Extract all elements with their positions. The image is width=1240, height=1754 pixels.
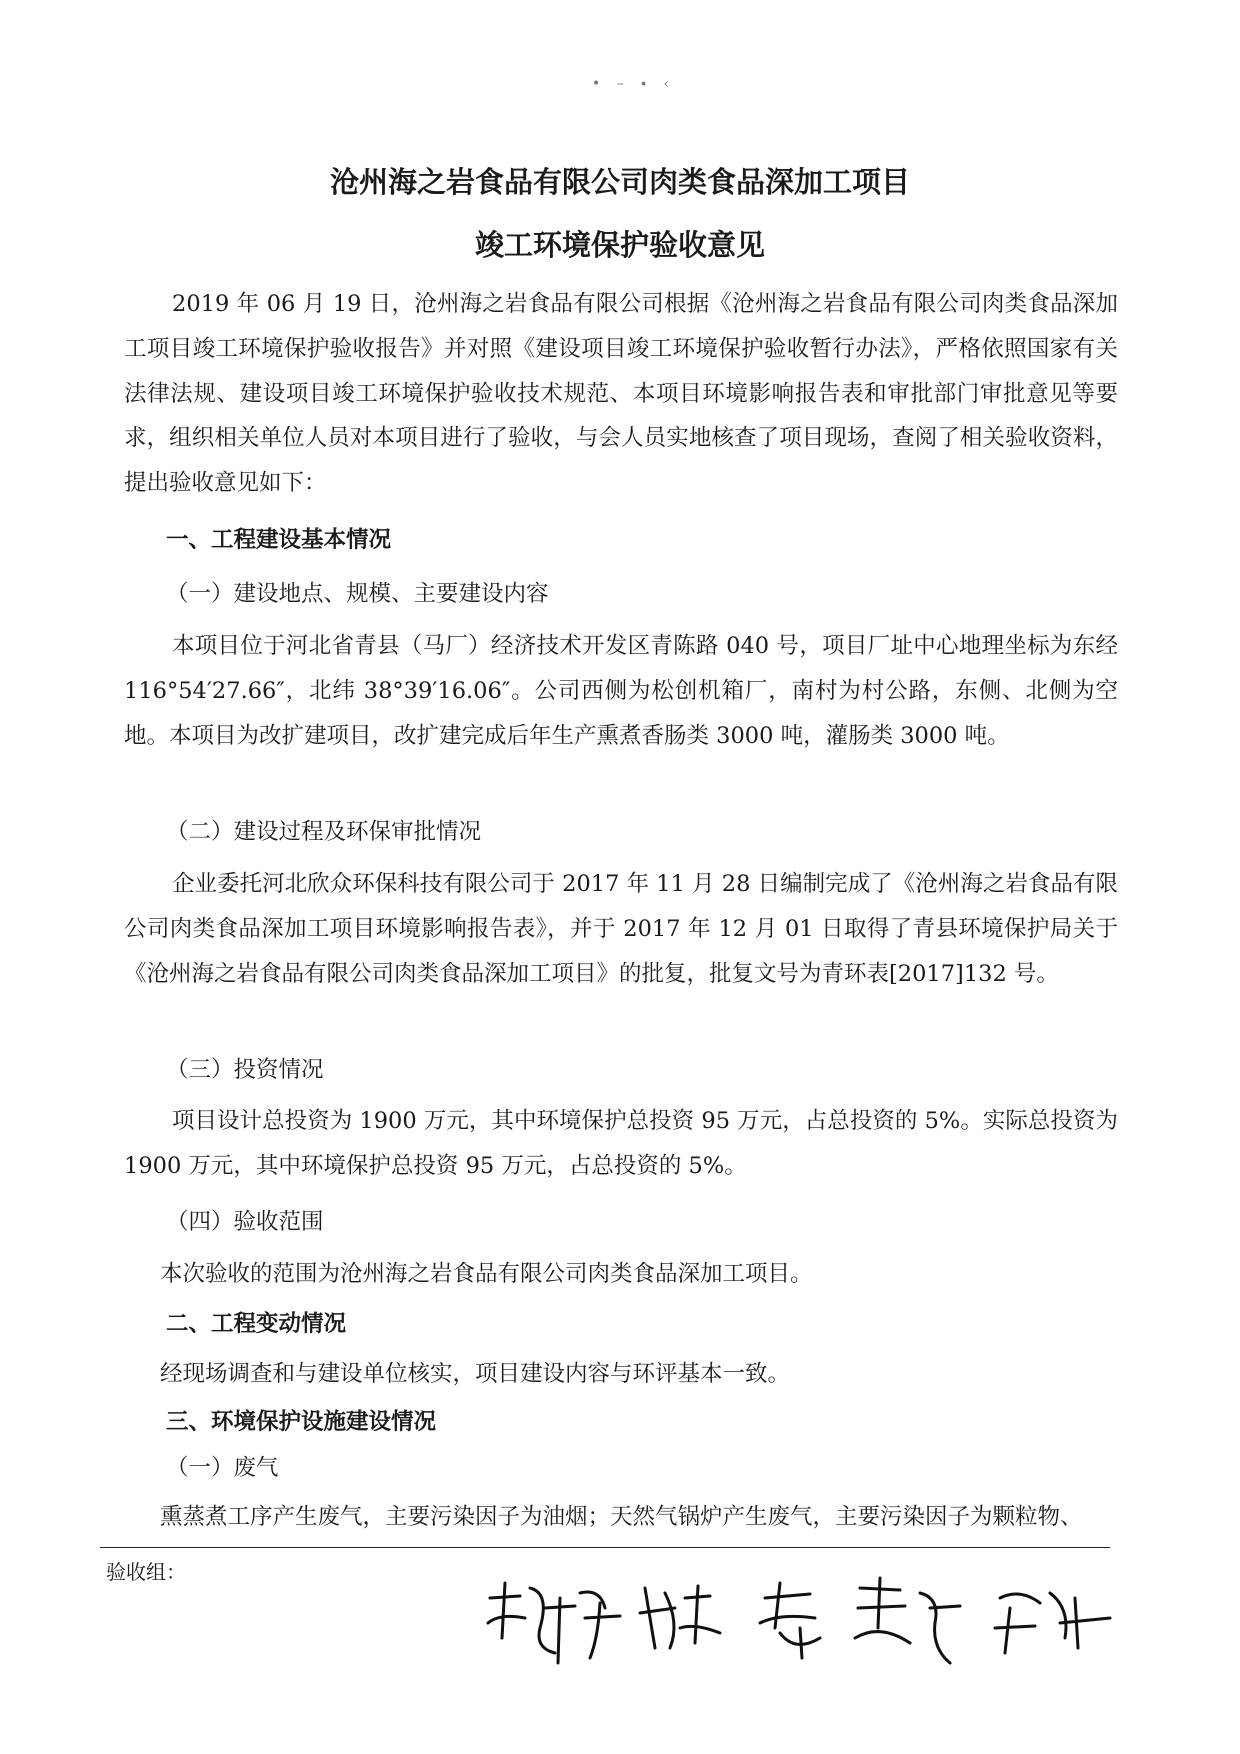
document-title-line2: 竣工环境保护验收意见 [474, 228, 765, 262]
section1-sub2-text: 企业委托河北欣众环保科技有限公司于 2017 年 11 月 28 日编制完成了《沧州海之岩食品有限公司肉类食品深加工项目环境影响报告表》，并于 2017 年 12 月 01 日取得了青县环境保护局关于《沧州海之岩食品有限公司肉类食品深加工项目》的批复，批复文号为青环表[2017]132 号。 [124, 871, 1118, 987]
section1-sub1-text: 本项目位于河北省青县（马厂）经济技术开发区青陈路 040 号，项目厂址中心地理坐标为东经 116°54′27.66″，北纬 38°39′16.06″。公司西侧为松创机箱厂，南村为村公路，东侧、北侧为空地。本项目为改扩建项目，改扩建完成后年生产熏煮香肠类 3000 吨，灌肠类 3000 吨。 [124, 633, 1118, 749]
section1-sub4-heading: （四）验收范围 [166, 1209, 324, 1235]
section1-sub3-heading: （三）投资情况 [166, 1057, 324, 1083]
section1-sub1-heading: （一）建设地点、规模、主要建设内容 [166, 581, 549, 607]
section3-sub1-text: 熏蒸煮工序产生废气，主要污染因子为油烟；天然气锅炉产生废气，主要污染因子为颗粒物、 [160, 1504, 1083, 1530]
section2-heading: 二、工程变动情况 [166, 1311, 347, 1337]
inspection-group-label: 验收组： [106, 1560, 186, 1584]
section1-heading: 一、工程建设基本情况 [166, 527, 392, 553]
section3-heading: 三、环境保护设施建设情况 [166, 1409, 437, 1435]
section2-text: 经现场调查和与建设单位核实，项目建设内容与环评基本一致。 [160, 1361, 791, 1387]
document-title-line1: 沧州海之岩食品有限公司肉类食品深加工项目 [329, 165, 910, 199]
section3-sub1-heading: （一）废气 [166, 1455, 279, 1481]
section1-sub4-text: 本次验收的范围为沧州海之岩食品有限公司肉类食品深加工项目。 [160, 1261, 813, 1287]
handwritten-signatures [480, 1568, 1120, 1678]
footer-divider [100, 1547, 1110, 1548]
section1-sub3-text: 项目设计总投资为 1900 万元，其中环境保护总投资 95 万元，占总投资的 5%。实际总投资为 1900 万元，其中环境保护总投资 95 万元，占总投资的 5%。 [124, 1108, 1118, 1179]
scan-mark: • – ∙ ‹ [592, 76, 676, 92]
section1-sub2-heading: （二）建设过程及环保审批情况 [166, 819, 482, 845]
intro-paragraph: 2019 年 06 月 19 日，沧州海之岩食品有限公司根据《沧州海之岩食品有限公司肉类食品深加工项目竣工环境保护验收报告》并对照《建设项目竣工环境保护验收暂行办法》，严格依照国家有关法律法规、建设项目竣工环境保护验收技术规范、本项目环境影响报告表和审批部门审批意见等要求，组织相关单位人员对本项目进行了验收，与会人员实地核查了项目现场，查阅了相关验收资料，提出验收意见如下： [124, 291, 1118, 497]
